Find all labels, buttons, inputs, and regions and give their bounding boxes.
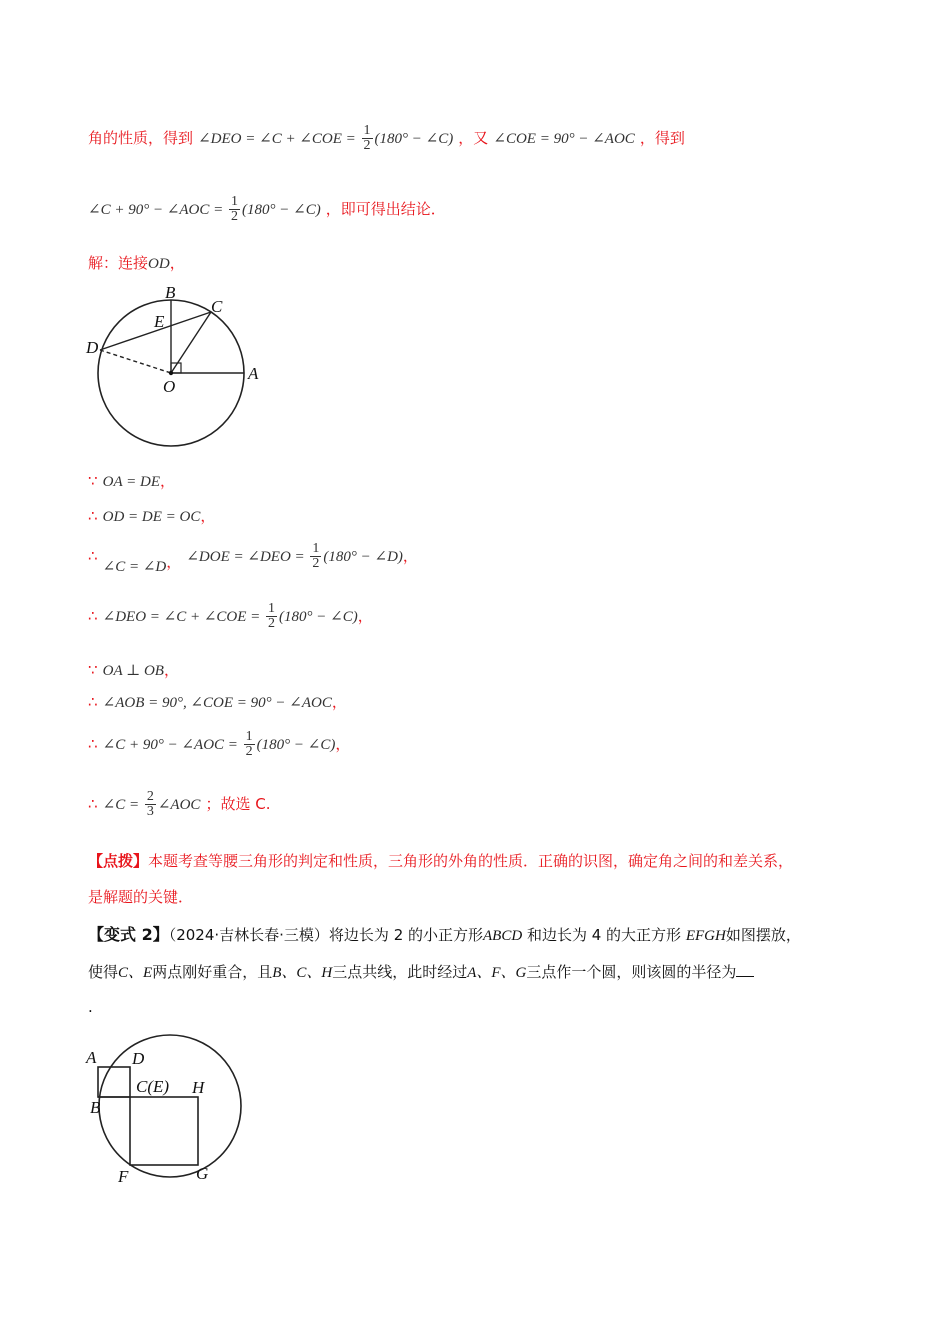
tip-text: 是解题的关键． <box>88 888 194 906</box>
segment-od-dashed <box>100 350 171 373</box>
label-a: A <box>86 1048 97 1067</box>
step-1 <box>88 470 175 491</box>
math-expression: ∠C = <box>102 797 143 813</box>
punctuation: ， <box>357 607 373 625</box>
variant-line-2 <box>88 961 754 982</box>
step-3 <box>88 541 418 575</box>
therefore-symbol: ∴ <box>88 507 98 525</box>
because-symbol: ∵ <box>88 661 98 679</box>
step-2 <box>88 505 215 526</box>
variant-line-3 <box>88 998 93 1016</box>
punctuation: ， <box>402 547 418 565</box>
step-6 <box>88 691 347 712</box>
therefore-symbol: ∴ <box>88 547 98 565</box>
math-expression: OD = DE = OC <box>102 509 201 525</box>
math-expression: ∠C + 90° − ∠AOC = <box>102 737 242 753</box>
fraction: $\frac{1}{2}$ <box>312 541 320 571</box>
punctuation: ， <box>166 553 182 571</box>
variant-text: 三点作一个圆，则该圆的半径为 <box>526 963 737 981</box>
math-expression: ∠DOE = ∠DEO = <box>186 549 309 565</box>
math-expression: (180° − ∠C) <box>242 202 321 218</box>
math-expression: ∠AOC <box>157 797 201 813</box>
step-7 <box>88 730 350 759</box>
therefore-symbol: ∴ <box>88 693 98 711</box>
math-expression: C、E <box>118 965 153 981</box>
fraction: $\frac{1}{2}$ <box>231 194 239 224</box>
intro-text: 角的性质，得到 <box>88 129 194 147</box>
circle-afg <box>99 1035 241 1177</box>
fraction: $\frac{1}{2}$ <box>363 123 371 153</box>
center-point <box>169 371 173 375</box>
punctuation: ， <box>200 507 216 525</box>
label-a: A <box>248 364 259 383</box>
math-expression: (180° − ∠C) <box>374 131 454 147</box>
intro-line-2 <box>88 195 446 224</box>
math-expression: (180° − ∠C) <box>279 609 358 625</box>
tip-heading: 【点拨】 <box>88 852 149 870</box>
label-d: D <box>86 338 99 357</box>
math-expression: (180° − ∠D) <box>323 549 403 565</box>
math-expression: ∠DEO = ∠C + ∠COE = <box>102 609 265 625</box>
label-f: F <box>118 1167 129 1186</box>
solution-label: 解：连接 <box>88 254 149 272</box>
math-expression: (180° − ∠C) <box>256 737 336 753</box>
punctuation: ， <box>169 254 185 272</box>
math-expression: EFGH <box>685 928 726 944</box>
step-5 <box>88 659 179 680</box>
math-expression: ∠C + 90° − ∠AOC = <box>88 202 228 218</box>
step-4 <box>88 602 373 631</box>
label-ce: C(E) <box>136 1077 170 1096</box>
tip-line-2 <box>88 886 193 907</box>
label-h: H <box>192 1078 205 1097</box>
variant-text: 如图摆放， <box>725 926 801 944</box>
segment-oc <box>171 312 211 373</box>
variant-text: 使得 <box>88 963 119 981</box>
intro-line-1 <box>88 124 685 153</box>
math-expression: ∠AOB = 90°, ∠COE = 90° − ∠AOC <box>102 695 332 711</box>
label-g: G <box>196 1164 209 1183</box>
math-expression: ∠C = ∠D <box>102 559 167 575</box>
math-expression: ABCD <box>483 928 523 944</box>
variant-text: 三点共线，此时经过 <box>332 963 468 981</box>
answer-text: ；故选 C. <box>205 795 271 813</box>
variant-text: 和边长为 4 的大正方形 <box>526 926 682 944</box>
intro-text: ，得到 <box>639 129 685 147</box>
intro-text: ，即可得出结论． <box>325 200 446 218</box>
therefore-symbol: ∴ <box>88 607 98 625</box>
punctuation: ， <box>163 661 179 679</box>
because-symbol: ∵ <box>88 472 98 490</box>
math-expression: OA ⊥ OB <box>102 663 164 679</box>
solution-lead <box>88 252 185 273</box>
label-c: C <box>211 297 223 316</box>
tip-line-1 <box>88 850 793 871</box>
therefore-symbol: ∴ <box>88 735 98 753</box>
step-8 <box>88 790 271 819</box>
label-e: E <box>154 312 165 331</box>
label-d: D <box>132 1049 145 1068</box>
variant-line-1 <box>88 922 801 945</box>
math-expression: ∠DEO = ∠C + ∠COE = <box>198 131 360 147</box>
math-expression: OD <box>148 256 170 272</box>
answer-blank <box>736 976 754 977</box>
math-expression: OA = DE <box>102 474 160 490</box>
variant-text: （2024·吉林长春·三模）将边长为 2 的小正方形 <box>168 926 484 944</box>
fraction: $\frac{1}{2}$ <box>245 729 253 759</box>
figure-squares-diagram <box>82 1030 252 1188</box>
large-square-efgh <box>130 1097 198 1165</box>
tip-text: 本题考查等腰三角形的判定和性质，三角形的外角的性质．正确的识图，确定角之间的和差关系， <box>148 852 794 870</box>
label-b: B <box>90 1098 101 1117</box>
punctuation: ， <box>159 472 175 490</box>
punctuation: ， <box>335 735 351 753</box>
figure-circle-diagram <box>80 280 270 455</box>
intro-text: ，又 <box>458 129 489 147</box>
label-o: O <box>163 377 176 396</box>
variant-text: 两点刚好重合，且 <box>152 963 273 981</box>
variant-heading: 【变式 2】 <box>88 925 169 944</box>
fraction: $\frac{1}{2}$ <box>268 601 276 631</box>
math-expression: A、F、G <box>467 965 527 981</box>
therefore-symbol: ∴ <box>88 795 98 813</box>
math-expression: ∠COE = 90° − ∠AOC <box>493 131 635 147</box>
fraction: $\frac{2}{3}$ <box>146 789 154 819</box>
math-expression: B、C、H <box>272 965 333 981</box>
label-b: B <box>165 283 176 302</box>
punctuation: ， <box>331 693 347 711</box>
variant-text: . <box>88 998 93 1016</box>
